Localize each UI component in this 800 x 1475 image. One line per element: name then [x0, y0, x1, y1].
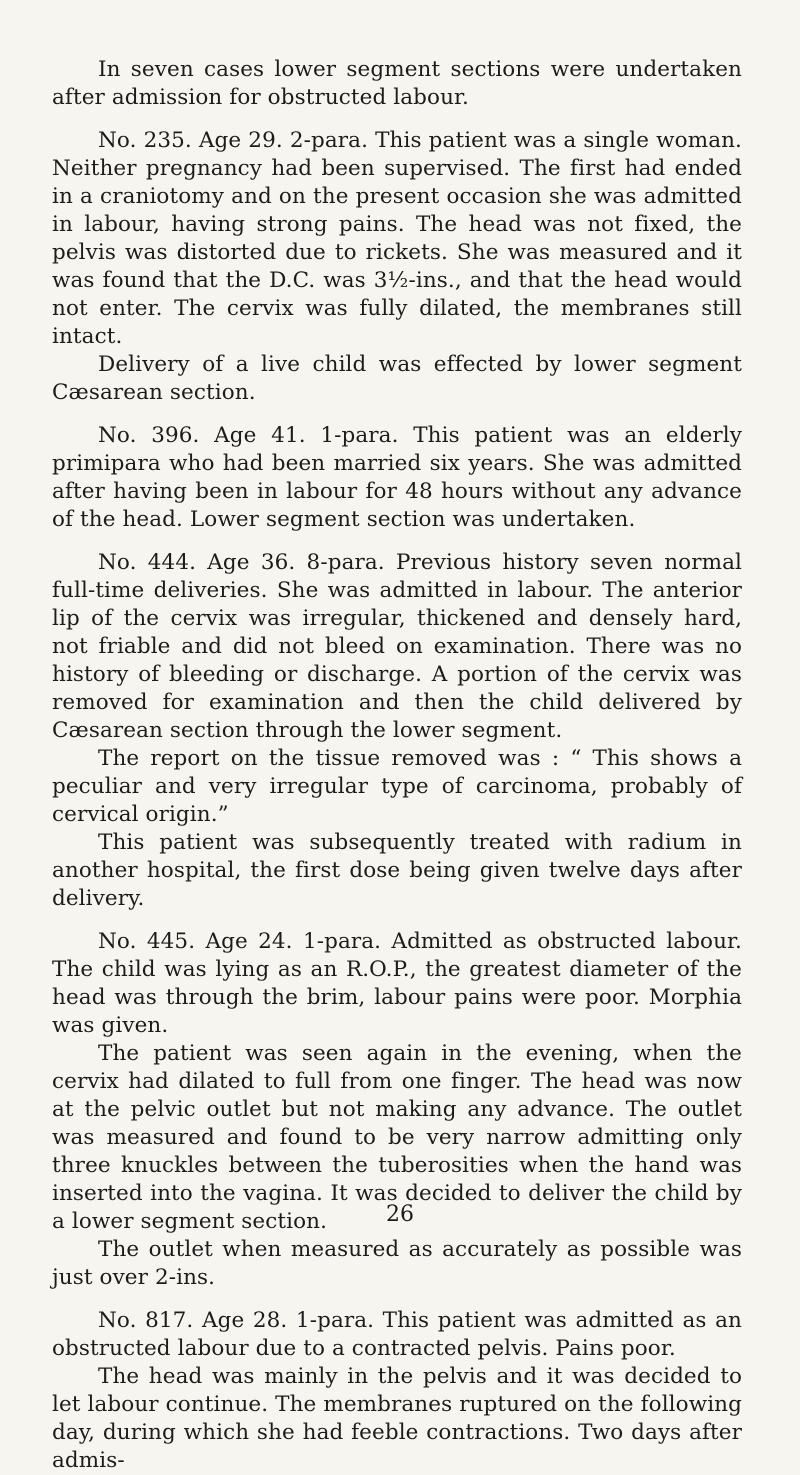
paragraph-case-445: No. 445. Age 24. 1-para. Admitted as obstructed labour. The child was lying as an R.O.P., the greatest diameter of the head was through the brim, labour pains were poor. Morphia was given. — [52, 929, 742, 1038]
paragraph-case-817-continued: The head was mainly in the pelvis and it was decided to let labour continue. The membranes ruptured on the following day, during which she had feeble contractions. Two days after admis- — [52, 1364, 742, 1473]
document-body — [52, 56, 742, 1475]
paragraph-case-444-report: The report on the tissue removed was : “ This shows a peculiar and very irregular type of carcinoma, probably of cervical origin.” — [52, 746, 742, 827]
page-number: 26 — [386, 1202, 414, 1227]
paragraph-case-235: No. 235. Age 29. 2-para. This patient was a single woman. Neither pregnancy had been supervised. The first had ended in a craniotomy and on the present occasion she was admitted in labour, having strong pains. The head was not fixed, the pelvis was distorted due to rickets. She was measured and it was found that the D.C. was 3½-ins., and that the head would not enter. The cervix was fully dilated, the membranes still intact. — [52, 128, 742, 349]
paragraph-case-445-outlet: The outlet when measured as accurately as possible was just over 2-ins. — [52, 1237, 742, 1290]
paragraph-case-444-radium: This patient was subsequently treated with radium in another hospital, the first dose being given twelve days after delivery. — [52, 830, 742, 911]
paragraph-case-396: No. 396. Age 41. 1-para. This patient was an elderly primipara who had been married six years. She was admitted after having been in labour for 48 hours without any advance of the head. Lower segment section was undertaken. — [52, 423, 742, 532]
paragraph-case-235-delivery: Delivery of a live child was effected by lower segment Cæsarean section. — [52, 352, 742, 405]
paragraph-case-444: No. 444. Age 36. 8-para. Previous history seven normal full-time deliveries. She was admitted in labour. The anterior lip of the cervix was irregular, thickened and densely hard, not friable and did not bleed on examination. There was no history of bleeding or discharge. A portion of the cervix was removed for examination and then the child delivered by Cæsarean section through the lower segment. — [52, 550, 742, 743]
paragraph-case-817: No. 817. Age 28. 1-para. This patient was admitted as an obstructed labour due to a contracted pelvis. Pains poor. — [52, 1308, 742, 1361]
paragraph-intro: In seven cases lower segment sections were undertaken after admission for obstructed labour. — [52, 57, 742, 110]
paragraph-case-445-evening: The patient was seen again in the evening, when the cervix had dilated to full from one finger. The head was now at the pelvic outlet but not making any advance. The outlet was measured and found to be very narrow admitting only three knuckles between the tuberosities when the hand was inserted into the vagina. It was decided to deliver the child by a lower segment section. — [52, 1041, 742, 1234]
